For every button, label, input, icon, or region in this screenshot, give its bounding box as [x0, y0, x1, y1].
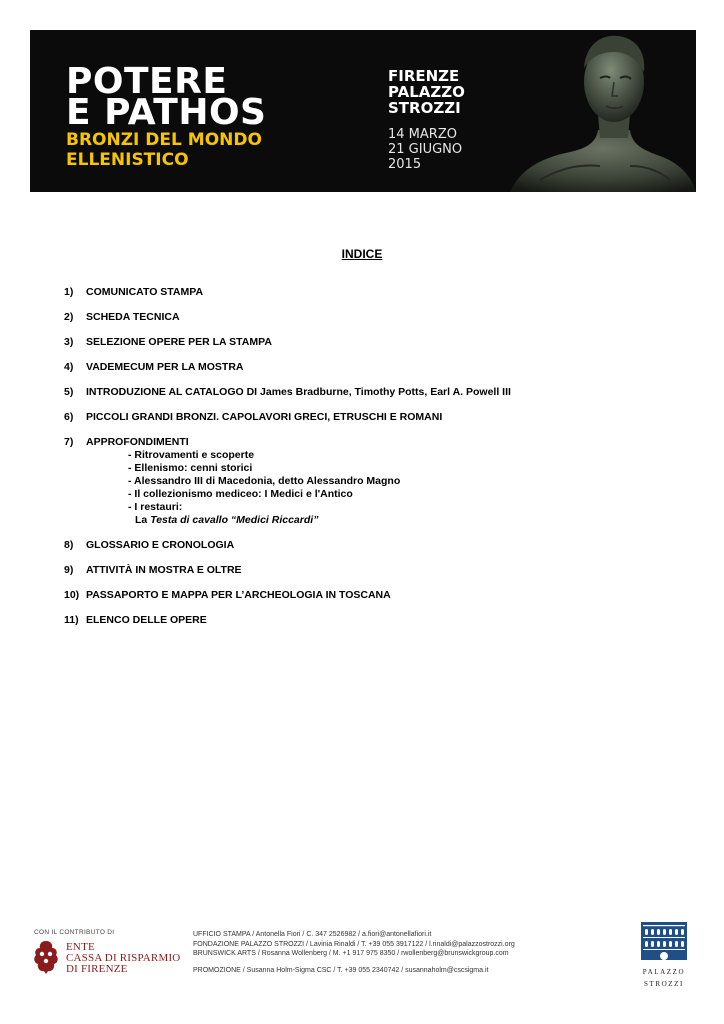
item-text: SELEZIONE OPERE PER LA STAMPA — [86, 336, 272, 348]
ente-cassa-name — [66, 942, 180, 975]
list-item — [64, 539, 664, 552]
item-number: 8) — [64, 539, 74, 551]
approfondimenti-sublist — [64, 449, 664, 527]
index-list — [64, 286, 664, 627]
sub-item: - Ritrovamenti e scoperte — [128, 449, 255, 461]
restauri-title: Testa di cavallo “Medici Riccardi” — [150, 514, 319, 526]
banner-title — [66, 61, 267, 133]
item-number: 11) — [64, 614, 79, 626]
banner-subtitle — [66, 130, 262, 170]
item-number: 3) — [64, 336, 74, 348]
press-contacts — [193, 930, 515, 975]
palazzo-line2: STROZZI — [644, 980, 684, 988]
item-number: 7) — [64, 436, 74, 448]
list-item — [64, 564, 664, 577]
ente-line2: CASSA DI RISPARMIO — [66, 952, 181, 964]
banner-dates — [388, 127, 462, 172]
list-item — [64, 411, 664, 424]
list-item — [64, 311, 664, 324]
item-text: INTRODUZIONE AL CATALOGO DI James Bradburne, Timothy Potts, Earl A. Powell III — [86, 386, 511, 398]
item-number: 10) — [64, 589, 80, 601]
index-title: INDICE — [341, 247, 383, 261]
item-text: VADEMECUM PER LA MOSTRA — [86, 361, 244, 373]
list-item-approfondimenti — [64, 436, 664, 527]
restauri-prefix: La — [135, 514, 148, 526]
banner-city: FIRENZE — [388, 67, 460, 85]
promozione-line: PROMOZIONE / Susanna Holm-Sigma CSC / T. +39 055 2340742 / susannaholm@cscsigma.it — [193, 966, 489, 974]
list-item — [64, 336, 664, 349]
banner-title-line1: POTERE — [66, 61, 228, 102]
item-number: 6) — [64, 411, 74, 423]
banner-title-line2: E PATHOS — [66, 92, 267, 133]
sub-item: - Alessandro III di Macedonia, detto Alessandro Magno — [128, 475, 401, 487]
item-text: ELENCO DELLE OPERE — [86, 614, 207, 626]
item-text: GLOSSARIO E CRONOLOGIA — [86, 539, 235, 551]
contact-line: UFFICIO STAMPA / Antonella Fiori / C. 347 2526982 / a.fiori@antonellafiori.it — [193, 931, 432, 938]
ente-cassa-logo-icon — [33, 939, 59, 975]
item-number: 9) — [64, 564, 74, 576]
sub-item: - Ellenismo: cenni storici — [128, 462, 253, 474]
item-number: 5) — [64, 386, 74, 398]
palazzo-strozzi-logo-icon — [641, 922, 687, 960]
sub-item: - I restauri: — [128, 501, 183, 513]
banner-date-end: 21 GIUGNO — [388, 142, 463, 157]
item-text: PASSAPORTO E MAPPA PER L’ARCHEOLOGIA IN TOSCANA — [86, 589, 391, 601]
bronze-statue-image — [500, 30, 696, 192]
banner-venue-line2: STROZZI — [388, 99, 461, 117]
banner-year: 2015 — [388, 157, 422, 172]
palazzo-line1: PALAZZO — [642, 968, 686, 976]
restauri-detail — [128, 514, 664, 527]
sub-item: - Il collezionismo mediceo: I Medici e l'Antico — [128, 488, 353, 500]
banner-venue-line1: PALAZZO — [388, 83, 465, 101]
item-number: 2) — [64, 311, 74, 323]
palazzo-strozzi-name — [630, 966, 698, 990]
exhibition-banner — [30, 30, 696, 192]
list-item — [64, 614, 664, 627]
ente-line1: ENTE — [66, 941, 95, 953]
item-text: COMUNICATO STAMPA — [86, 286, 204, 298]
contributo-label: CON IL CONTRIBUTO DI — [34, 929, 115, 936]
ente-line3: DI FIRENZE — [66, 963, 128, 975]
list-item — [64, 361, 664, 374]
item-text: APPROFONDIMENTI — [86, 436, 189, 448]
item-text: ATTIVITÀ IN MOSTRA E OLTRE — [86, 564, 242, 576]
item-number: 4) — [64, 361, 74, 373]
list-item — [64, 286, 664, 299]
item-text: PICCOLI GRANDI BRONZI. CAPOLAVORI GRECI, ETRUSCHI E ROMANI — [86, 411, 443, 423]
list-item — [64, 589, 664, 602]
list-item — [64, 386, 664, 399]
contact-line: BRUNSWICK ARTS / Rosanna Wollenberg / M. +1 917 975 8350 / rwollenberg@brunswickgroup.com — [193, 950, 509, 958]
item-number: 1) — [64, 286, 74, 298]
item-text: SCHEDA TECNICA — [86, 311, 180, 323]
banner-subtitle-line1: BRONZI DEL MONDO — [66, 130, 262, 150]
banner-venue — [388, 68, 465, 116]
banner-date-start: 14 MARZO — [388, 127, 457, 142]
banner-subtitle-line2: ELLENISTICO — [66, 150, 189, 170]
contact-line: FONDAZIONE PALAZZO STROZZI / Lavinia Rinaldi / T. +39 055 3917122 / l.rinaldi@palazzostrozzi.org — [193, 940, 515, 948]
